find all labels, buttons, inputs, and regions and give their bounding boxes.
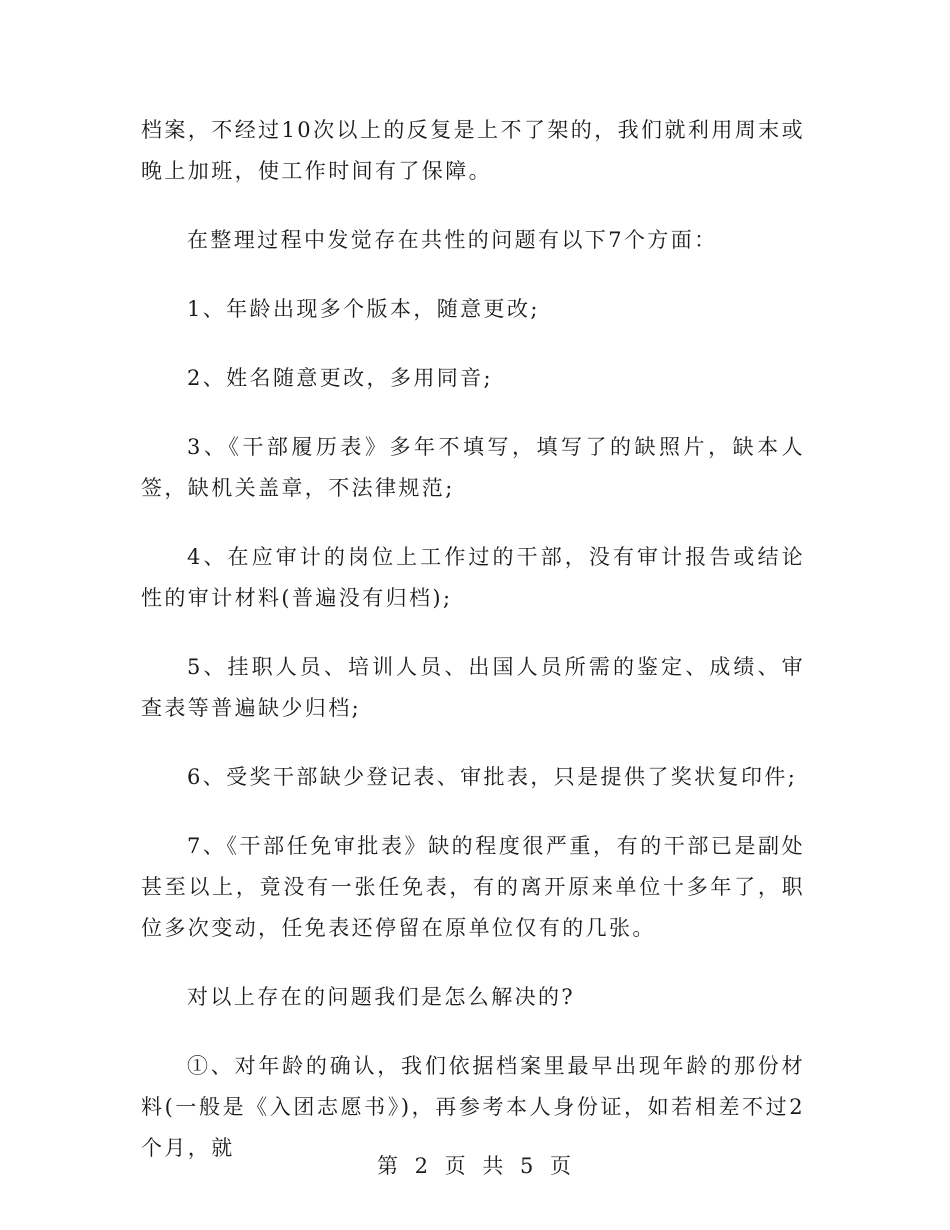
page-number-footer: 第 2 页 共 5 页	[376, 1154, 574, 1178]
paragraph-solution-1: ①、对年龄的确认，我们依据档案里最早出现年龄的那份材料(一般是《入团志愿书》)，再参考本人身份证，如若相差不过2个月，就	[141, 1054, 805, 1160]
list-item-5: 5、挂职人员、培训人员、出国人员所需的鉴定、成绩、审查表等普遍缺少归档;	[141, 655, 805, 720]
document-body	[141, 110, 805, 1197]
list-item-1: 1、年龄出现多个版本，随意更改;	[187, 297, 540, 321]
paragraph-issues-intro: 在整理过程中发觉存在共性的问题有以下7个方面：	[187, 228, 718, 252]
paragraph-continued: 档案，不经过10次以上的反复是上不了架的，我们就利用周末或晚上加班，使工作时间有了保障。	[141, 118, 805, 183]
list-item-4: 4、在应审计的岗位上工作过的干部，没有审计报告或结论性的审计材料(普遍没有归档);	[141, 545, 805, 610]
paragraph-solution-question: 对以上存在的问题我们是怎么解决的?	[187, 985, 576, 1009]
list-item-2: 2、姓名随意更改，多用同音;	[187, 366, 494, 390]
list-item-6: 6、受奖干部缺少登记表、审批表，只是提供了奖状复印件;	[187, 765, 798, 789]
list-item-3: 3、《干部履历表》多年不填写，填写了的缺照片，缺本人签，缺机关盖章，不法律规范;	[141, 435, 805, 500]
list-item-7: 7、《干部任免审批表》缺的程度很严重，有的干部已是副处甚至以上，竟没有一张任免表，有的离开原来单位十多年了，职位多次变动，任免表还停留在原单位仅有的几张。	[141, 834, 805, 940]
